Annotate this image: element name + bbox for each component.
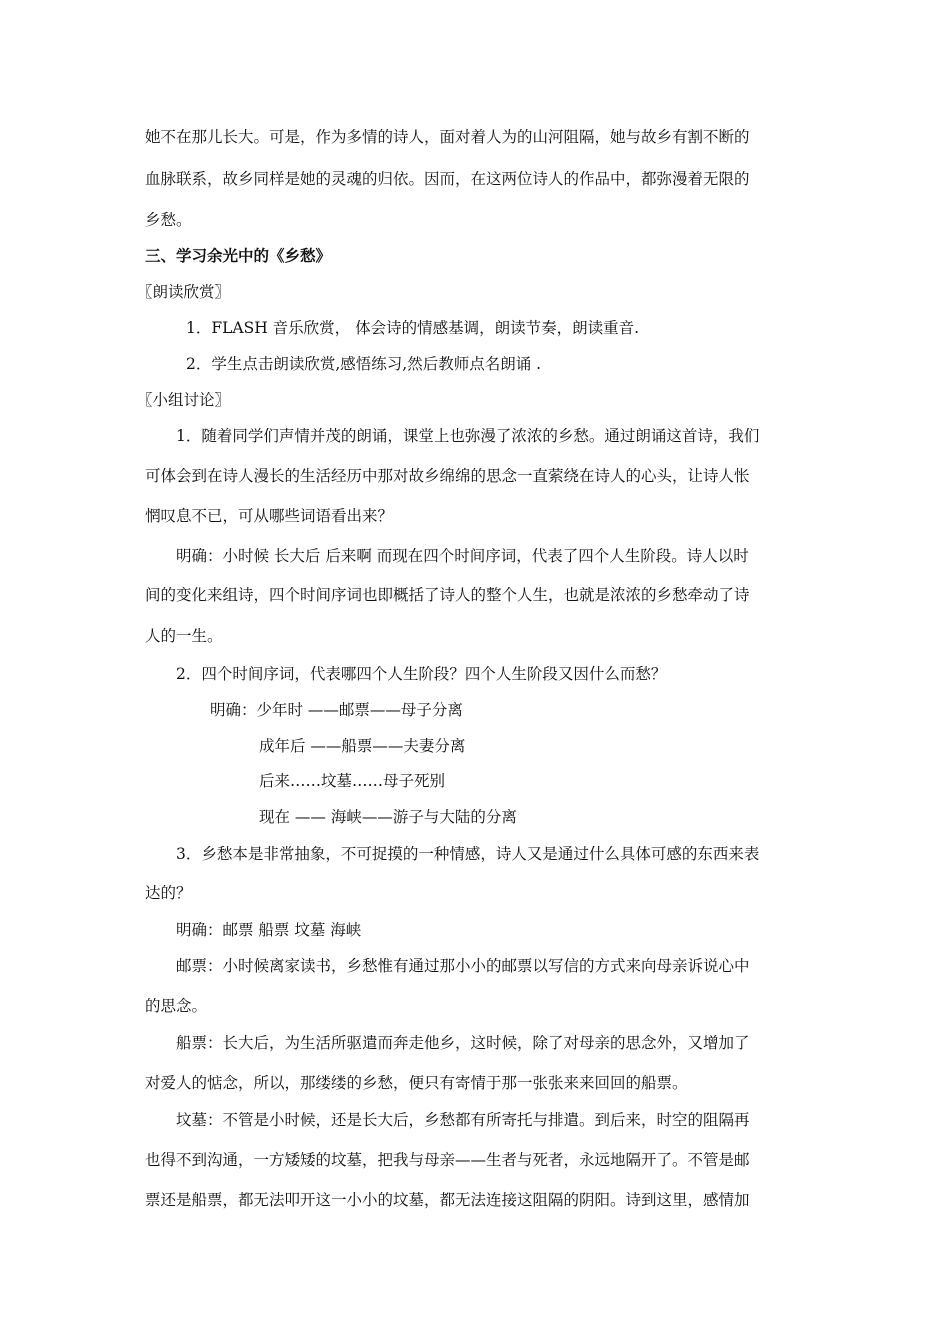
- subsection-label: 〖小组讨论〗: [137, 391, 231, 409]
- answer-line: 后来……坟墓……母子死别: [259, 772, 446, 790]
- paragraph-line: 邮票：小时候离家读书，乡愁惟有通过那小小的邮票以写信的方式来向母亲诉说心中: [176, 957, 750, 975]
- question-line: 达的？: [145, 884, 192, 902]
- paragraph-line: 她不在那儿长大。可是，作为多情的诗人，面对着人为的山河阻隔，她与故乡有割不断的: [145, 128, 750, 146]
- subsection-label: 〖朗读欣赏〗: [137, 283, 231, 301]
- answer-line: 人的一生。: [145, 627, 223, 645]
- answer-line: 现在 —— 海峡——游子与大陆的分离: [259, 808, 517, 826]
- list-item: 2．学生点击朗读欣赏,感悟练习,然后教师点名朗诵 .: [186, 355, 542, 373]
- paragraph-line: 也得不到沟通，一方矮矮的坟墓，把我与母亲——生者与死者，永远地隔开了。不管是邮: [145, 1151, 750, 1169]
- answer-line: 明确：少年时 ——邮票——母子分离: [210, 701, 463, 719]
- paragraph-line: 票还是船票，都无法叩开这一小小的坟墓，都无法连接这阻隔的阴阳。诗到这里，感情加: [145, 1191, 750, 1209]
- paragraph-line: 对爱人的惦念，所以，那缕缕的乡愁，便只有寄情于那一张张来来回回的船票。: [145, 1074, 688, 1092]
- answer-line: 间的变化来组诗，四个时间序词也即概括了诗人的整个人生，也就是浓浓的乡愁牵动了诗: [145, 586, 750, 604]
- answer-line: 明确：小时候 长大后 后来啊 而现在四个时间序词，代表了四个人生阶段。诗人以时: [176, 547, 749, 565]
- paragraph-line: 血脉联系，故乡同样是她的灵魂的归依。因而，在这两位诗人的作品中，都弥漫着无限的: [145, 170, 750, 188]
- question-line: 可体会到在诗人漫长的生活经历中那对故乡绵绵的思念一直萦绕在诗人的心头，让诗人怅: [145, 467, 750, 485]
- question-line: 惘叹息不已，可从哪些词语看出来？: [145, 507, 394, 525]
- question-line: 1．随着同学们声情并茂的朗诵，课堂上也弥漫了浓浓的乡愁。通过朗诵这首诗，我们: [176, 427, 760, 445]
- section-heading: 三、学习余光中的《乡愁》: [145, 247, 332, 265]
- answer-line: 成年后 ——船票——夫妻分离: [259, 737, 466, 755]
- paragraph-line: 坟墓：不管是小时候，还是长大后，乡愁都有所寄托与排遣。到后来，时空的阻隔再: [176, 1111, 750, 1129]
- list-item: 1．FLASH 音乐欣赏， 体会诗的情感基调，朗读节奏，朗读重音.: [186, 319, 640, 337]
- question-line: 3．乡愁本是非常抽象，不可捉摸的一种情感，诗人又是通过什么具体可感的东西来表: [176, 845, 760, 863]
- question-line: 2．四个时间序词，代表哪四个人生阶段？四个人生阶段又因什么而愁？: [176, 665, 667, 683]
- paragraph-line: 的思念。: [145, 997, 208, 1015]
- paragraph-line: 乡愁。: [145, 211, 192, 229]
- answer-line: 明确：邮票 船票 坟墓 海峡: [176, 921, 362, 939]
- paragraph-line: 船票：长大后，为生活所驱遣而奔走他乡，这时候，除了对母亲的思念外，又增加了: [176, 1034, 750, 1052]
